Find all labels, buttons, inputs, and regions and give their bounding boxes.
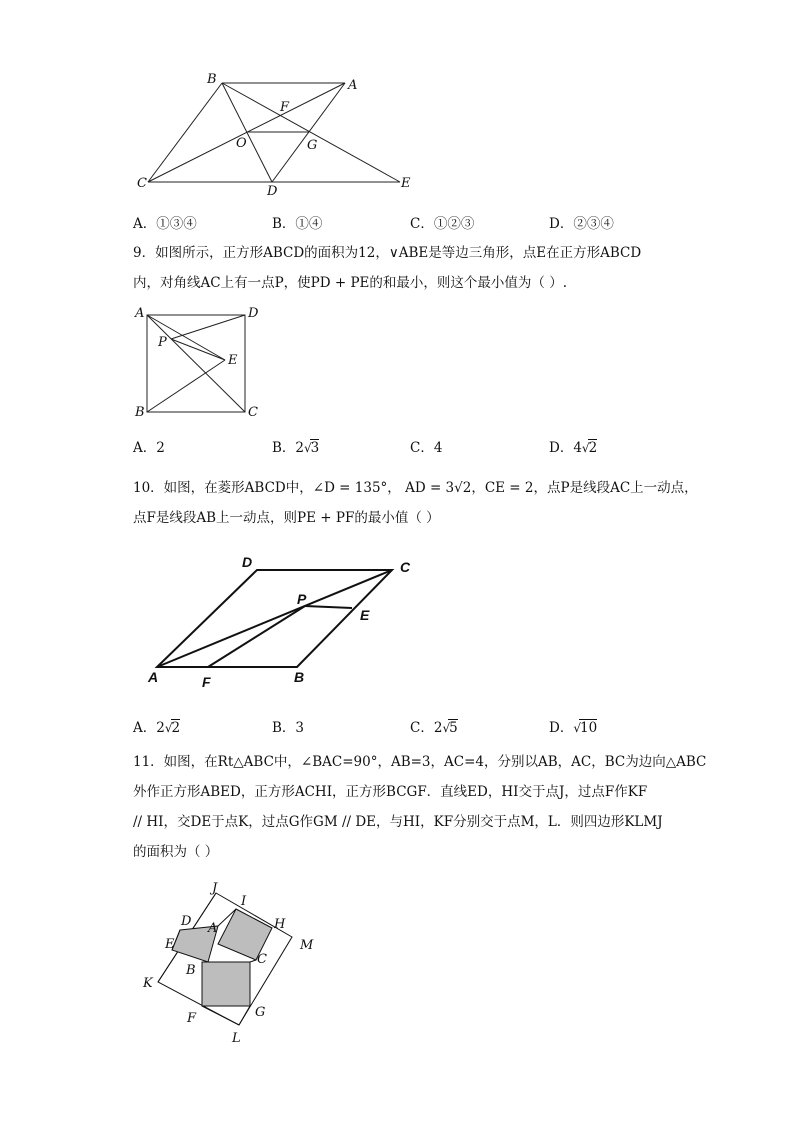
q10-line-1: 10．如图，在菱形ABCD中，∠D = 135°， AD = 3√2，CE = 2，点P是线段AC上一动点， [133, 480, 698, 496]
q9-label-D: D [248, 306, 259, 321]
q10-label-C: C [400, 559, 411, 575]
label-C: C [137, 176, 147, 191]
q11-label-K: K [143, 976, 153, 991]
q8-option-a[interactable]: A．①③④ [133, 216, 197, 232]
q11-label-J: J [212, 881, 218, 896]
label-A: A [348, 78, 358, 93]
q10-label-E: E [360, 607, 370, 623]
q10-option-c[interactable]: C．2√5 [410, 720, 458, 736]
q11-line-2: 外作正方形ABED，正方形ACHI，正方形BCGF．直线ED，HI交于点J，过点F作KF [133, 784, 648, 800]
q8-option-c[interactable]: C．①②③ [410, 216, 475, 232]
q9-label-P: P [158, 335, 167, 350]
figure-q11 [135, 878, 325, 1048]
label-O: O [236, 136, 247, 151]
q11-label-C: C [257, 952, 267, 967]
q11-label-G: G [255, 1005, 266, 1020]
q11-label-D: D [181, 914, 192, 929]
q11-line-3: // HI，交DE于点K，过点G作GM // DE，与HI，KF分别交于点M，L．则四边形KLMJ [133, 814, 663, 830]
q11-label-F: F [187, 1011, 197, 1026]
q9-option-c[interactable]: C．4 [410, 440, 443, 456]
q9-label-E: E [228, 353, 238, 368]
q9-line-2: 内，对角线AC上有一点P，使PD + PE的和最小，则这个最小值为（ ）. [133, 275, 567, 291]
figure-q9 [130, 300, 270, 425]
q9-option-a[interactable]: A．2 [133, 440, 165, 456]
q10-label-F: F [202, 674, 211, 690]
q9-text [133, 238, 673, 298]
q11-label-M: M [300, 938, 314, 953]
label-G: G [307, 138, 318, 153]
q10-label-B: B [294, 669, 305, 685]
label-F: F [280, 100, 290, 115]
q10-text [133, 473, 698, 533]
q11-line-1: 11．如图，在Rt△ABC中，∠BAC=90°，AB=3，AC=4，分别以AB，AC，BC为边向△ABC [133, 754, 707, 770]
q11-label-A: A [208, 921, 218, 936]
q9-label-B: B [135, 405, 145, 420]
q10-label-P: P [297, 591, 307, 607]
q11-text [133, 747, 707, 867]
label-E: E [401, 176, 411, 191]
q11-label-I: I [241, 894, 247, 909]
q10-label-D: D [242, 554, 253, 570]
q8-option-b[interactable]: B．①④ [272, 216, 323, 232]
q8-option-d[interactable]: D．②③④ [549, 216, 614, 232]
q9-label-A: A [135, 306, 145, 321]
figure-q8 [130, 70, 430, 200]
q10-label-A: A [148, 669, 159, 685]
q11-line-4: 的面积为（ ） [133, 844, 219, 860]
q10-line-2: 点F是线段AB上一动点，则PE + PF的最小值（ ） [133, 510, 440, 526]
q9-option-d[interactable]: D．4√2 [549, 440, 598, 456]
q11-label-B: B [186, 963, 196, 978]
square-bcgf [202, 962, 250, 1006]
figure-q10 [140, 550, 425, 695]
q10-option-b[interactable]: B．3 [272, 720, 305, 736]
q11-label-L: L [232, 1031, 241, 1046]
q11-label-E: E [165, 937, 175, 952]
q10-option-d[interactable]: D．√10 [549, 720, 598, 736]
q9-option-b[interactable]: B．2√3 [272, 440, 320, 456]
label-B: B [207, 72, 217, 87]
q9-line-1: 9．如图所示，正方形ABCD的面积为12，∨ABE是等边三角形，点E在正方形ABCD [133, 245, 642, 261]
q10-option-a[interactable]: A．2√2 [133, 720, 181, 736]
q11-label-H: H [274, 917, 286, 932]
label-D: D [267, 184, 278, 199]
q9-label-C: C [248, 405, 258, 420]
